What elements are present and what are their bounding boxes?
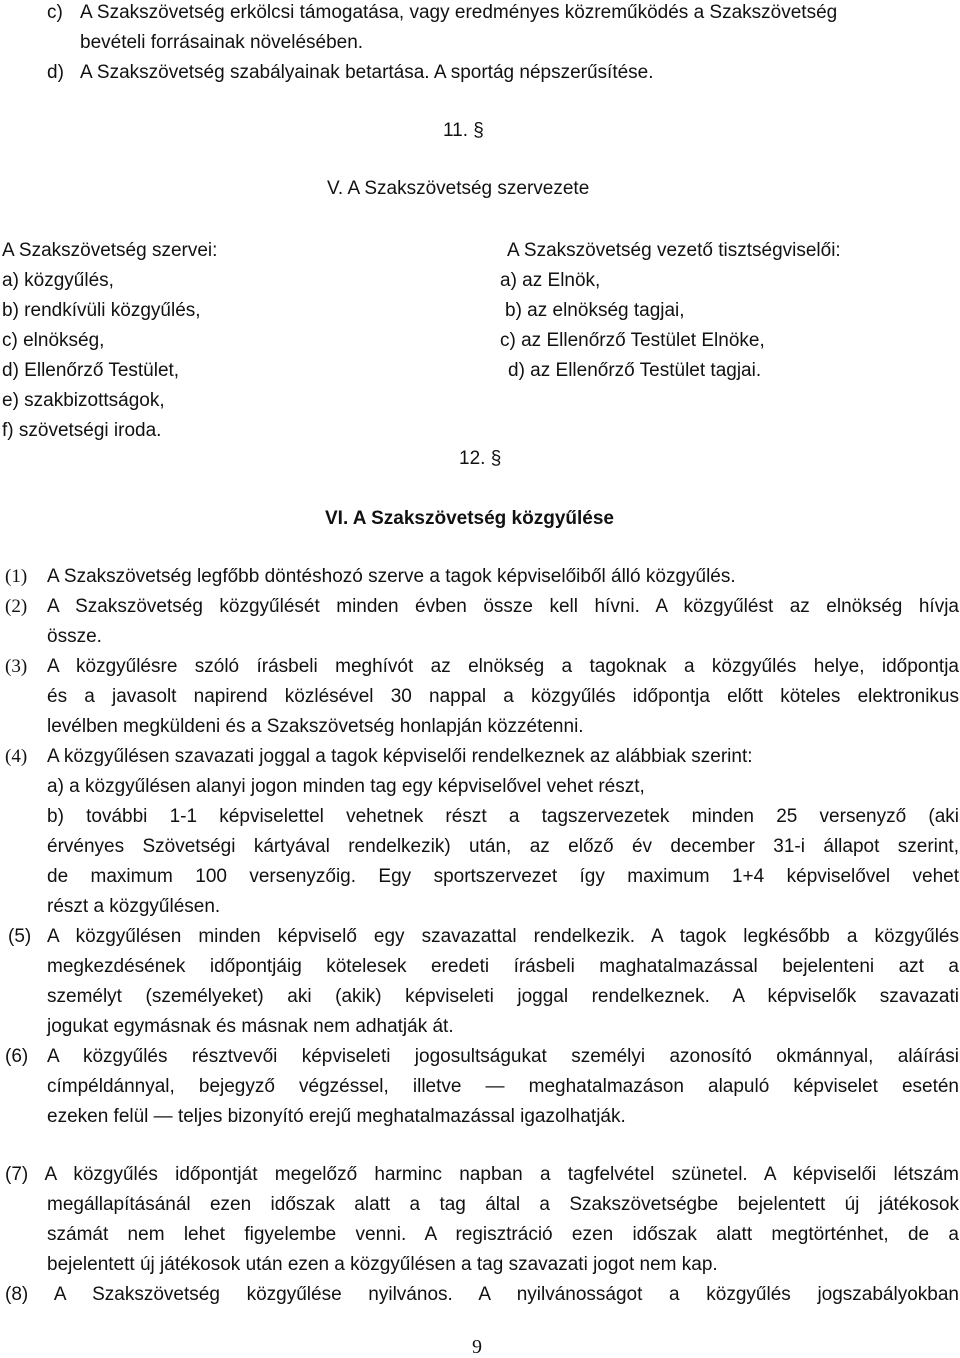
organs-title: A Szakszövetség szervei: <box>2 240 218 261</box>
paragraph-number: (5) <box>8 926 32 947</box>
paragraph-line: A Szakszövetség legfőbb döntéshozó szerve a tagok képviselőiből álló közgyűlés. <box>47 566 736 587</box>
officers-title: A Szakszövetség vezető tisztségviselői: <box>507 240 841 261</box>
paragraph-number: (2) <box>5 596 28 617</box>
paragraph-line: A közgyűlésen minden képviselő egy szavazattal rendelkezik. A tagok legkésőbb a közgyűlés <box>47 926 959 947</box>
paragraph-line: (8) A Szakszövetség közgyűlése nyilvános. A nyilvánosságot a közgyűlés jogszabályokban <box>5 1284 959 1305</box>
organs-item: b) rendkívüli közgyűlés, <box>2 300 201 321</box>
organs-item: d) Ellenőrző Testület, <box>2 360 180 381</box>
organs-item: c) elnökség, <box>2 330 105 351</box>
officers-item: b) az elnökség tagjai, <box>505 300 685 321</box>
paragraph-line: részt a közgyűlésen. <box>47 896 221 917</box>
paragraph-line: bejelentett új játékosok után ezen a közgyűlésen a tag szavazati jogot nem kap. <box>47 1254 718 1275</box>
paragraph-line: megkezdésének időpontjáig kötelesek eredeti írásbeli maghatalmazással bejelenteni azt a <box>47 956 959 977</box>
paragraph-line: A Szakszövetség közgyűlését minden évben össze kell hívni. A közgyűlést az elnökség hívja <box>47 596 959 617</box>
page-number: 9 <box>472 1336 482 1358</box>
intro-c-line1: A Szakszövetség erkölcsi támogatása, vagy eredményes közreműködés a Szakszövetség <box>80 2 838 23</box>
paragraph-line: de maximum 100 versenyzőig. Egy sportszervezet így maximum 1+4 képviselővel vehet <box>47 866 959 887</box>
paragraph-number: (3) <box>5 656 28 677</box>
section-number: 12. § <box>459 448 502 469</box>
paragraph-line: A közgyűlésre szóló írásbeli meghívót az elnökség a tagoknak a közgyűlés helye, időpontja <box>47 656 959 677</box>
paragraph-line: b) további 1-1 képviselettel vehetnek részt a tagszervezetek minden 25 versenyző (aki <box>47 806 959 827</box>
paragraph-line: a) a közgyűlésen alanyi jogon minden tag egy képviselővel vehet részt, <box>47 776 645 797</box>
chapter-heading: VI. A Szakszövetség közgyűlése <box>325 508 614 529</box>
intro-d-label: d) <box>47 62 64 83</box>
organs-item: f) szövetségi iroda. <box>2 420 162 441</box>
intro-c-line2: bevételi forrásainak növelésében. <box>80 32 364 53</box>
organs-item: a) közgyűlés, <box>2 270 114 291</box>
paragraph-line: A közgyűlés résztvevői képviseleti jogosultságukat személyi azonosító okmánnyal, aláírási <box>47 1046 959 1067</box>
chapter-heading: V. A Szakszövetség szervezete <box>327 178 590 199</box>
officers-item: c) az Ellenőrző Testület Elnöke, <box>500 330 765 351</box>
paragraph-line: érvényes Szövetségi kártyával rendelkezik) után, az előző év december 31-i állapot szerint, <box>47 836 959 857</box>
paragraph-number: (6) <box>5 1046 29 1067</box>
officers-item: d) az Ellenőrző Testület tagjai. <box>508 360 762 381</box>
paragraph-line: levélben megküldeni és a Szakszövetség honlapján közzétenni. <box>47 716 584 737</box>
paragraph-line: A közgyűlésen szavazati joggal a tagok képviselői rendelkeznek az alábbiak szerint: <box>47 746 753 767</box>
paragraph-number: (4) <box>5 746 28 767</box>
paragraph-number: (1) <box>5 566 28 587</box>
paragraph-line: személyt (személyeket) aki (akik) képviseleti joggal rendelkeznek. A képviselők szavazati <box>47 986 959 1007</box>
paragraph-line: címpéldánnyal, bejegyző végzéssel, illetve — meghatalmazáson alapuló képviselet esetén <box>47 1076 959 1097</box>
paragraph-line: számát nem lehet figyelembe venni. A regisztráció ezen időszak alatt megtörténhet, de a <box>47 1224 959 1245</box>
paragraph-line: össze. <box>47 626 102 647</box>
intro-c-label: c) <box>47 2 63 23</box>
paragraph-line: jogukat egymásnak és másnak nem adhatják át. <box>47 1016 454 1037</box>
intro-d-line: A Szakszövetség szabályainak betartása. A sportág népszerűsítése. <box>80 62 654 83</box>
officers-item: a) az Elnök, <box>500 270 601 291</box>
section-number: 11. § <box>443 120 484 141</box>
organs-item: e) szakbizottságok, <box>2 390 165 411</box>
paragraph-line: ezeken felül — teljes bizonyító erejű meghatalmazással igazolhatják. <box>47 1106 626 1127</box>
paragraph-line: (7) A közgyűlés időpontját megelőző harminc napban a tagfelvétel szünetel. A képviselői létszám <box>5 1164 959 1185</box>
paragraph-line: és a javasolt napirend közlésével 30 nappal a közgyűlés időpontja előtt köteles elektronikus <box>47 686 959 707</box>
paragraph-line: megállapításánál ezen időszak alatt a tag által a Szakszövetségbe bejelentett új játékosok <box>47 1194 959 1215</box>
